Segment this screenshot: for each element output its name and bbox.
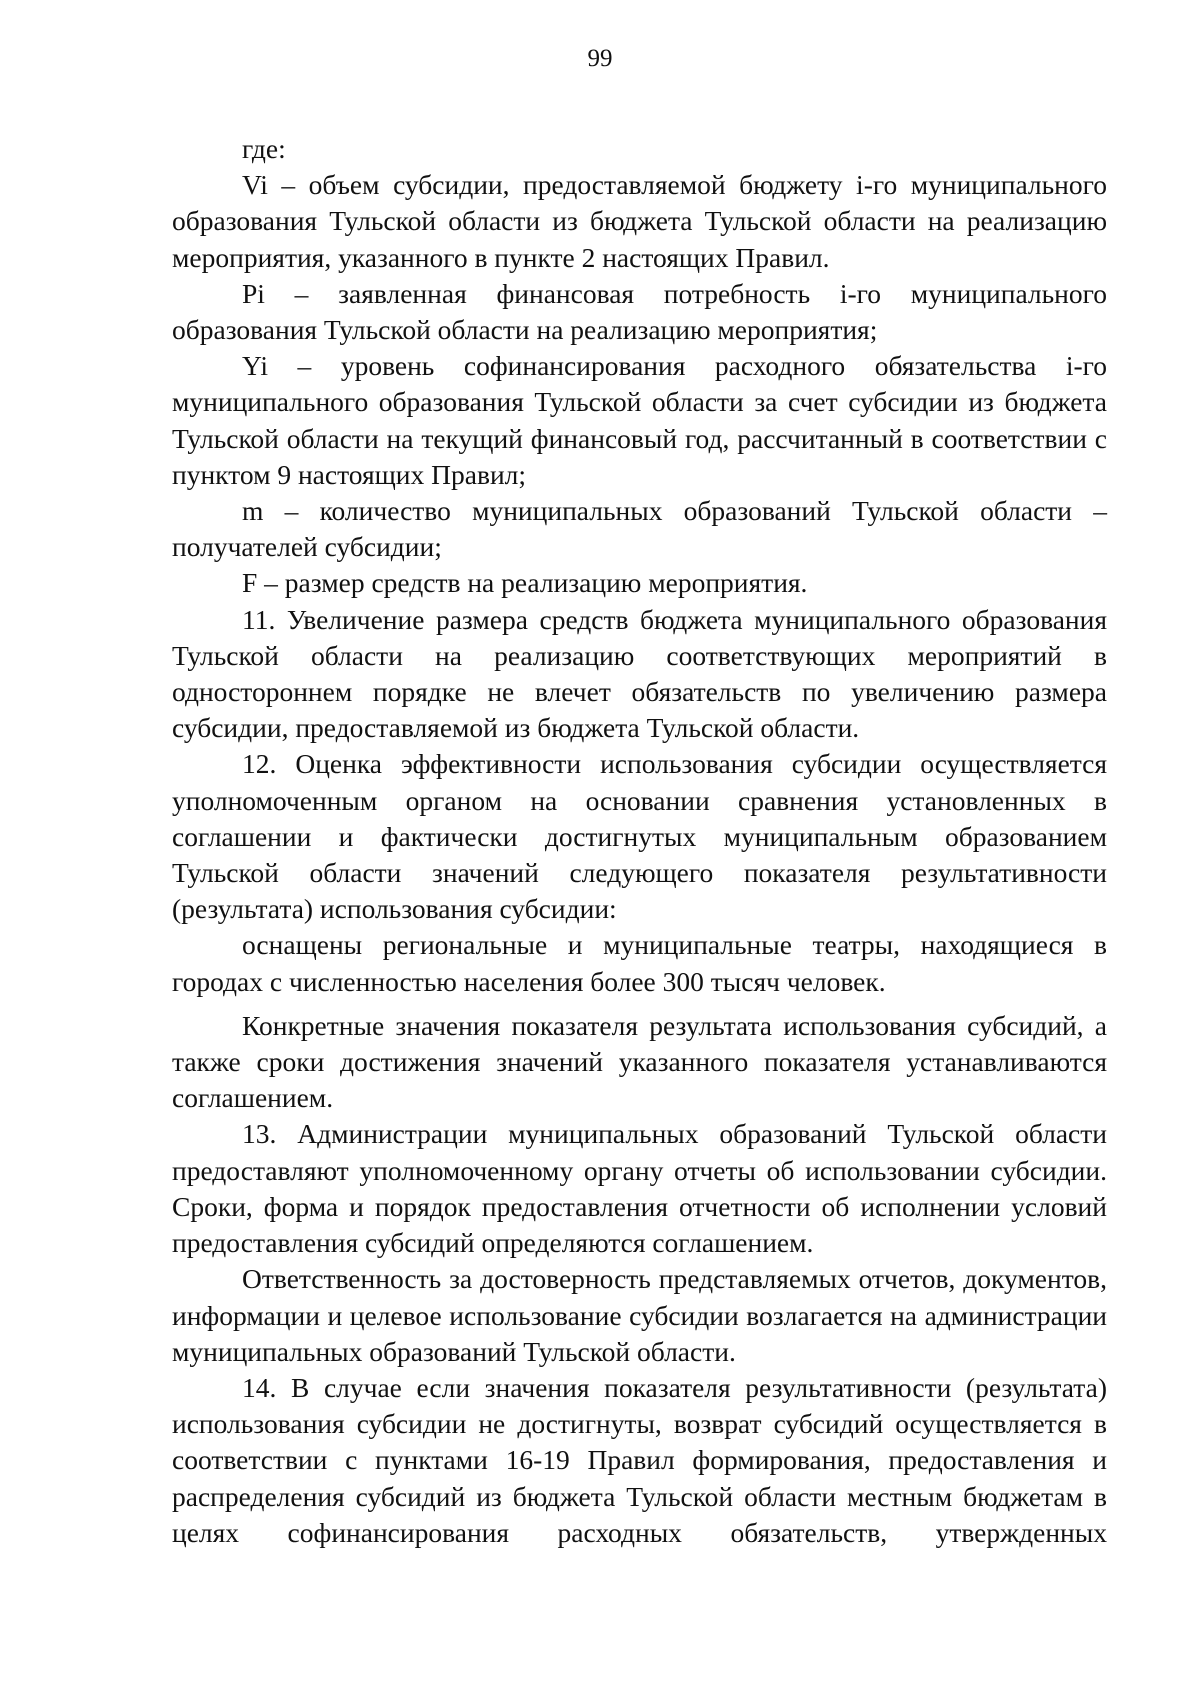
paragraph-definition-m: m – количество муниципальных образований Тульской области – получателей субсидии; <box>172 495 1107 563</box>
paragraph-clause-11: 11. Увеличение размера средств бюджета муниципального образования Тульской области на реализацию соответствующих мероприятий в одностороннем порядке не влечет обязательств по увеличению размера субсидии, предоставляемой из бюджета Тульской области. <box>172 603 1107 744</box>
paragraph-indicator-values: Конкретные значения показателя результата использования субсидий, а также сроки достижения значений указанного показателя устанавливаются соглашением. <box>172 1009 1107 1114</box>
paragraph-clause-12: 12. Оценка эффективности использования субсидии осуществляется уполномоченным органом на основании сравнения установленных в соглашении и фактически достигнутых муниципальным образованием Тульской области значений следующего показателя результативности (результата) использования субсидии: <box>172 748 1107 925</box>
page-number: 99 <box>587 45 613 72</box>
paragraph-clause-13: 13. Администрации муниципальных образований Тульской области предоставляют уполномоченному органу отчеты об использовании субсидии. Сроки, форма и порядок предоставления отчетности об исполнении условий предоставления субсидий определяются соглашением. <box>172 1118 1107 1259</box>
paragraph-clause-14: 14. В случае если значения показателя результативности (результата) использования субсидии не достигнуты, возврат субсидий осуществляется в соответствии с пунктами 16-19 Правил формирования, предоставления и распределения субсидий из бюджета Тульской области местным бюджетам в целях софинансирования расходных обязательств, утвержденных <box>172 1371 1107 1548</box>
paragraph-where: где: <box>242 133 286 164</box>
paragraph-definition-pi: Pi – заявленная финансовая потребность i-го муниципального образования Тульской области на реализацию мероприятия; <box>172 277 1107 346</box>
paragraph-indicator: оснащены региональные и муниципальные театры, находящиеся в городах с численностью населения более 300 тысяч человек. <box>172 929 1107 997</box>
paragraph-gap <box>172 1000 1107 1008</box>
paragraph-definition-yi: Yi – уровень софинансирования расходного обязательства i-го муниципального образования Тульской области за счет субсидии из бюджета Тульской области на текущий финансовый год, рассчитанный в соответствии с пунктом 9 настоящих Правил; <box>172 350 1107 490</box>
paragraph-definition-f: F – размер средств на реализацию мероприятия. <box>242 567 808 599</box>
paragraph-responsibility: Ответственность за достоверность представляемых отчетов, документов, информации и целевое использование субсидии возлагается на администрации муниципальных образований Тульской области. <box>172 1263 1107 1367</box>
paragraph-definition-vi: Vi – объем субсидии, предоставляемой бюджету i-го муниципального образования Тульской области из бюджета Тульской области на реализацию мероприятия, указанного в пункте 2 настоящих Правил. <box>172 169 1107 273</box>
document-body <box>172 131 1107 1551</box>
